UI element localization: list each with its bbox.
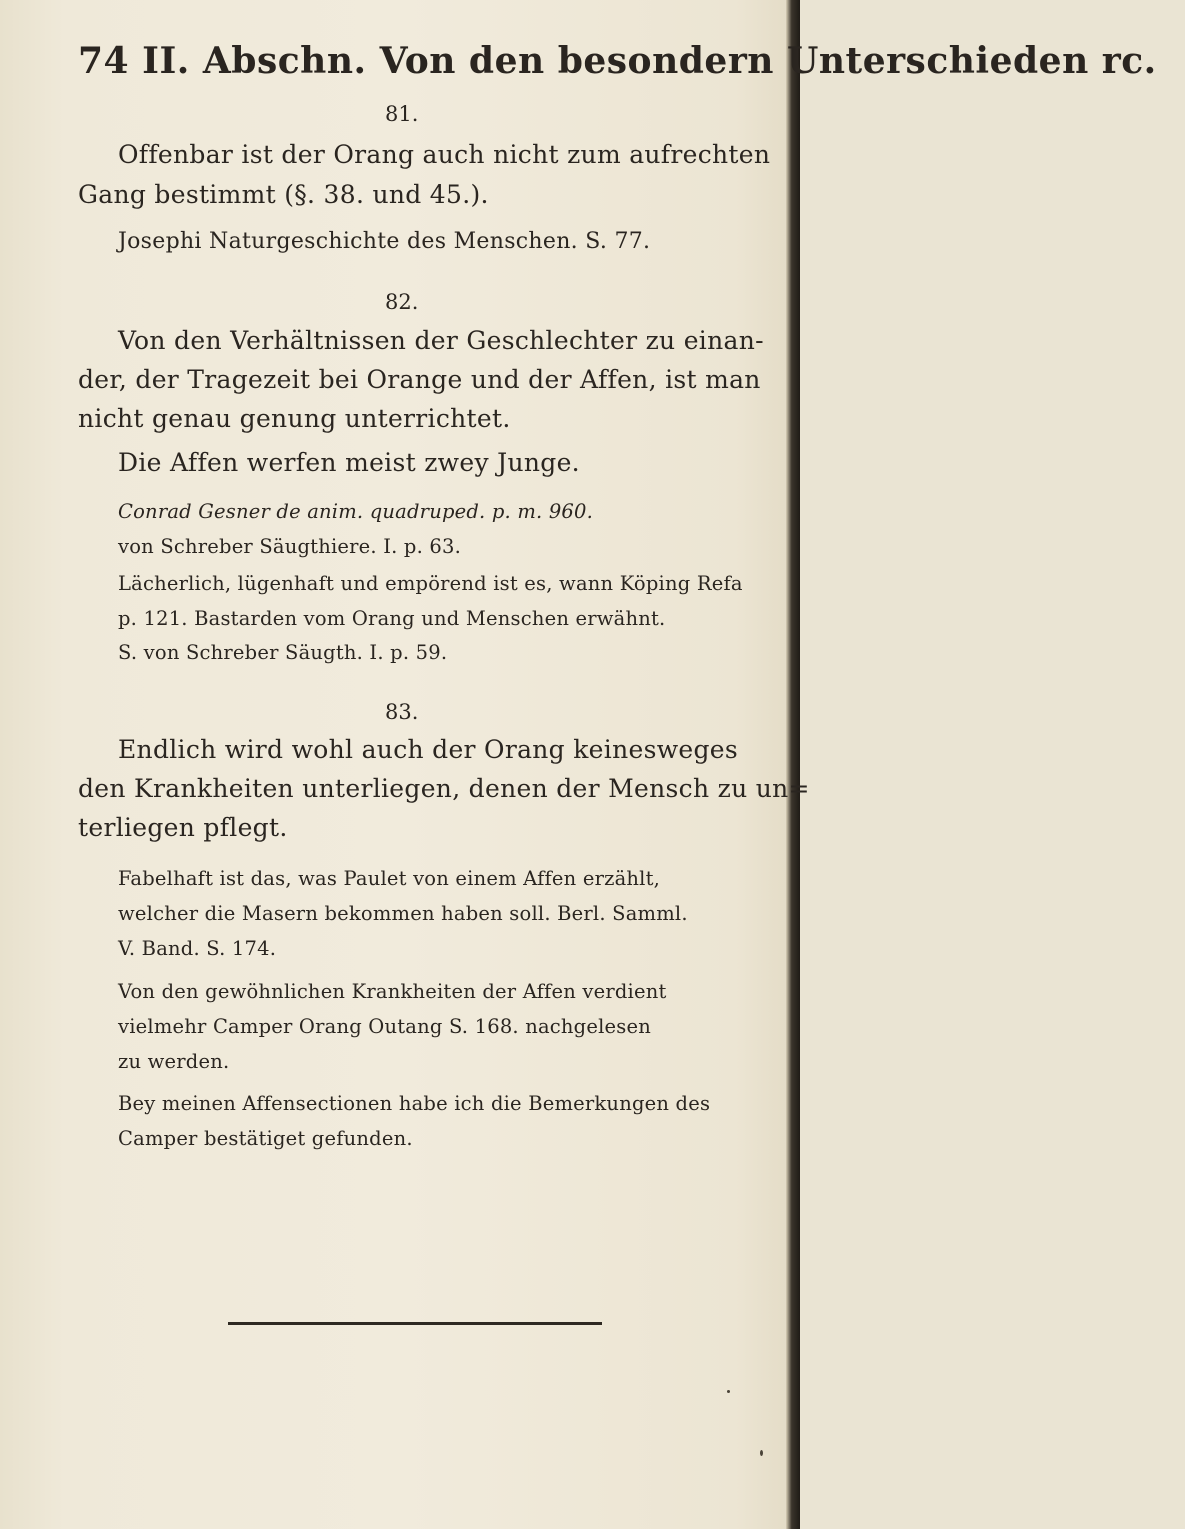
section-number: 82. (385, 290, 419, 314)
paragraph-line: Offenbar ist der Orang auch nicht zum aufrechten (118, 140, 771, 169)
running-head: 74 II. Abschn. Von den besondern Unterschieden rc. (78, 40, 1157, 82)
note-line: Fabelhaft ist das, was Paulet von einem Affen erzählt, (118, 867, 661, 890)
page-edge-shadow (786, 0, 800, 1529)
paragraph-line: der, der Tragezeit bei Orange und der Affen, ist man (78, 365, 761, 394)
note-line: S. von Schreber Säugth. I. p. 59. (118, 641, 448, 664)
closing-rule (228, 1322, 602, 1325)
paper-speck (760, 1450, 763, 1456)
paragraph-line: terliegen pflegt. (78, 813, 288, 842)
paragraph-line: den Krankheiten unterliegen, denen der Mensch zu un= (78, 774, 810, 803)
note-line: Lächerlich, lügenhaft und empörend ist es, wann Köping Refa (118, 572, 743, 595)
paper-speck (727, 1390, 730, 1393)
paragraph-line: Gang bestimmt (§. 38. und 45.). (78, 180, 489, 209)
paragraph-line: nicht genau genung unterrichtet. (78, 404, 511, 433)
paragraph-line: Von den Verhältnissen der Geschlechter zu einan- (118, 326, 764, 355)
note-line: Von den gewöhnlichen Krankheiten der Affen verdient (118, 980, 667, 1003)
note-line: von Schreber Säugthiere. I. p. 63. (118, 535, 462, 558)
note-line: zu werden. (118, 1050, 230, 1073)
note-line: Josephi Naturgeschichte des Menschen. S. 77. (118, 229, 651, 254)
note-line: vielmehr Camper Orang Outang S. 168. nachgelesen (118, 1015, 651, 1038)
note-line: p. 121. Bastarden vom Orang und Menschen erwähnt. (118, 607, 666, 630)
note-line: welcher die Masern bekommen haben soll. Berl. Samml. (118, 902, 688, 925)
note-line: Conrad Gesner de anim. quadruped. p. m. 960. (118, 500, 594, 523)
note-line: Camper bestätiget gefunden. (118, 1127, 413, 1150)
paragraph-line: Die Affen werfen meist zwey Junge. (118, 448, 580, 477)
paragraph-line: Endlich wird wohl auch der Orang keinesweges (118, 735, 739, 764)
section-number: 83. (385, 700, 419, 724)
note-line: Bey meinen Affensectionen habe ich die Bemerkungen des (118, 1092, 711, 1115)
section-number: 81. (385, 102, 419, 126)
note-line: V. Band. S. 174. (118, 937, 277, 960)
